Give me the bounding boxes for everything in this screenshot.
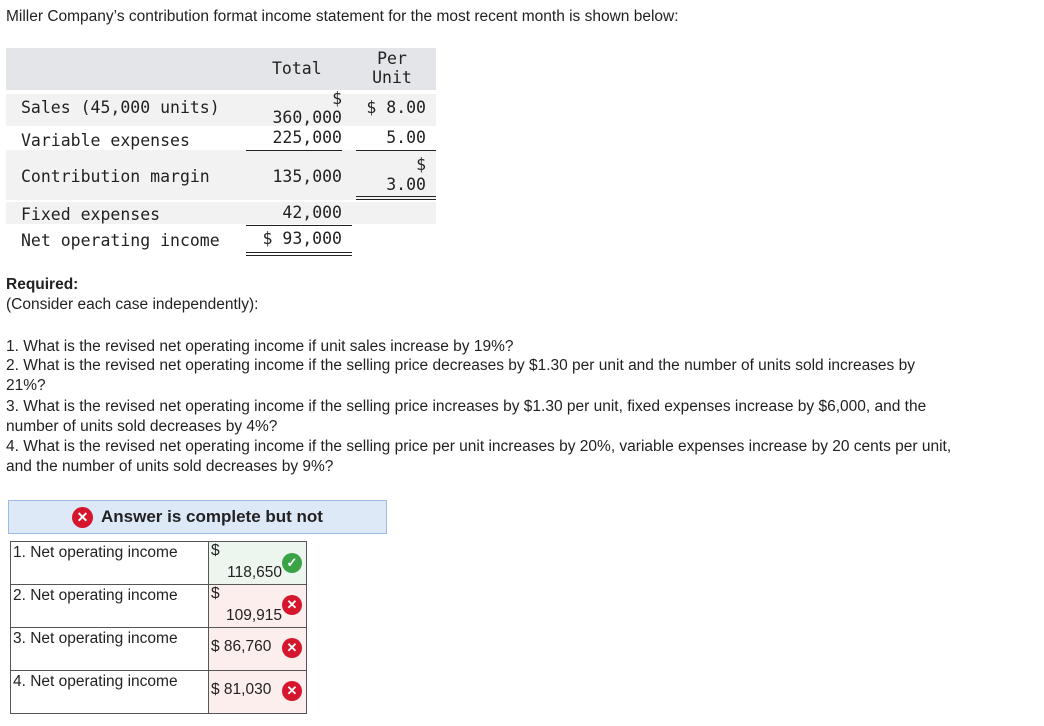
question-3: 3. What is the revised net operating income if the selling price increases by $1.30 per unit, fixed expenses increase by $6,000, and the number of units sold decreases by 4%?	[6, 398, 927, 435]
answer-label-4: 4. Net operating income	[11, 671, 209, 714]
answer-2-value: 109,915	[225, 607, 282, 624]
answer-status-text: Answer is complete but not	[101, 507, 323, 526]
variable-expenses-per-unit: 5.00	[386, 128, 426, 147]
col-header-per-unit-2: Unit	[372, 68, 412, 87]
contribution-margin-total: 135,000	[272, 167, 342, 186]
intro-text: Miller Company’s contribution format income statement for the most recent month is shown below:	[6, 8, 679, 25]
underline-total-fixed	[246, 225, 352, 226]
answer-input-1[interactable]	[209, 542, 307, 585]
question-2: 2. What is the revised net operating income if the selling price decreases by $1.30 per unit and the number of units sold increases by 21%?	[6, 357, 915, 394]
required-title: Required:	[6, 276, 79, 293]
variable-expenses-total: 225,000	[272, 128, 342, 147]
answer-input-4[interactable]	[209, 671, 307, 714]
row-label-sales: Sales (45,000 units)	[21, 98, 220, 117]
answer-label-1: 1. Net operating income	[11, 542, 209, 585]
x-circle-icon: ✕	[282, 595, 302, 615]
answer-label-3: 3. Net operating income	[11, 628, 209, 671]
double-underline-total	[246, 252, 352, 256]
answer-input-3[interactable]	[209, 628, 307, 671]
answer-1-value: 118,650	[227, 564, 282, 581]
fixed-expenses-total: 42,000	[282, 203, 342, 222]
answer-input-2[interactable]	[209, 585, 307, 628]
row-label-contribution-margin: Contribution margin	[21, 167, 210, 186]
sales-total-sign: $	[332, 89, 342, 108]
net-operating-income-total: $ 93,000	[262, 229, 342, 248]
contribution-margin-per-unit: 3.00	[386, 175, 426, 194]
row-label-variable-expenses: Variable expenses	[21, 131, 190, 150]
answer-3-value: $ 86,760	[211, 638, 272, 655]
contribution-margin-per-unit-sign: $	[416, 155, 426, 174]
x-circle-icon: ✕	[72, 507, 93, 528]
required-note: (Consider each case independently):	[6, 296, 259, 313]
double-underline-per-unit	[356, 196, 436, 200]
answer-row	[11, 585, 307, 628]
answer-label-2: 2. Net operating income	[11, 585, 209, 628]
underline-total-variable	[246, 150, 342, 151]
check-circle-icon: ✓	[282, 553, 302, 573]
answer-row	[11, 671, 307, 714]
sales-per-unit: $ 8.00	[366, 98, 426, 117]
question-4: 4. What is the revised net operating income if the selling price per unit increases by 20%, variable expenses increase by 20 cents per unit, and the number of units sold decreases by 9%?	[6, 438, 952, 475]
x-circle-icon: ✕	[282, 681, 302, 701]
col-header-total: Total	[272, 59, 322, 78]
answer-table	[10, 541, 307, 714]
answer-2-dollar: $	[211, 585, 220, 602]
answer-row	[11, 628, 307, 671]
underline-per-unit-variable	[356, 150, 436, 151]
row-label-net-operating-income: Net operating income	[21, 231, 220, 250]
answer-status-banner	[8, 500, 387, 534]
sales-total: 360,000	[272, 108, 342, 127]
x-circle-icon: ✕	[282, 638, 302, 658]
answer-1-dollar: $	[211, 542, 220, 559]
row-label-fixed-expenses: Fixed expenses	[21, 205, 161, 224]
col-header-per-unit-1: Per	[377, 49, 407, 68]
answer-4-value: $ 81,030	[211, 681, 272, 698]
question-1: 1. What is the revised net operating income if unit sales increase by 19%?	[6, 338, 514, 355]
answer-row	[11, 542, 307, 585]
